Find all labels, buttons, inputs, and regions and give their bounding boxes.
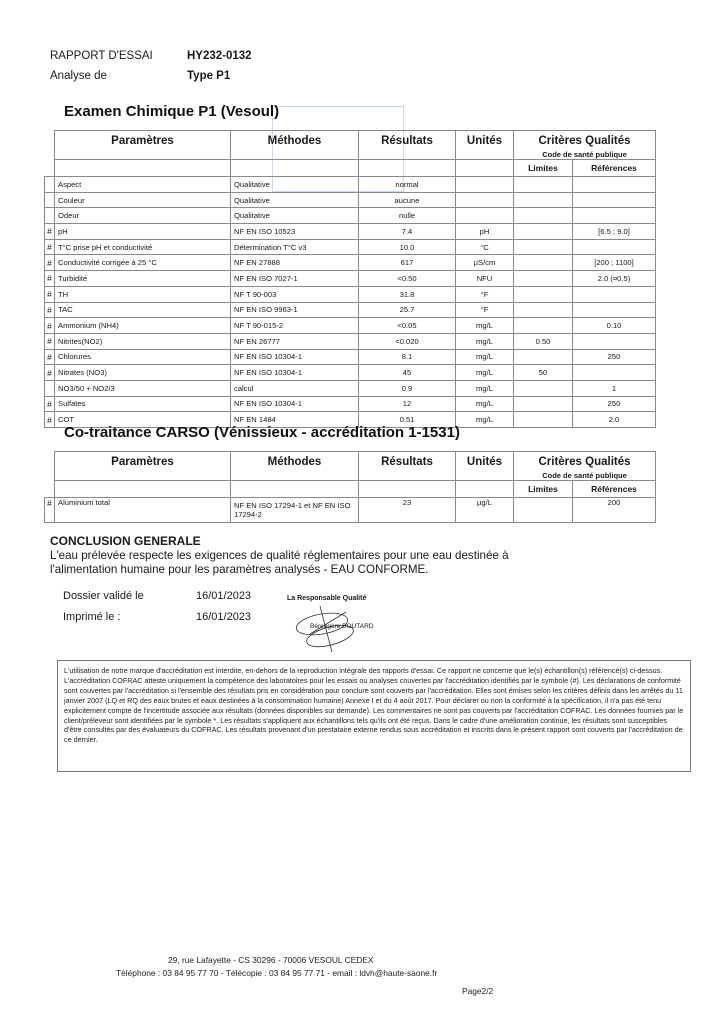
table-cell: 25.7 xyxy=(359,302,456,318)
table-cell: nulle xyxy=(359,208,456,224)
report-number: HY232-0132 xyxy=(187,50,252,62)
table-cell: NO3/50 + NO2/3 xyxy=(55,380,231,396)
validated-date: 16/01/2023 xyxy=(196,590,252,602)
table-row xyxy=(45,271,656,287)
conclusion-line1: L'eau prélevée respecte les exigences de qualité réglementaires pour une eau destinée à xyxy=(50,549,509,562)
table-cell xyxy=(514,271,573,287)
table-cell: [6.5 ; 9.0] xyxy=(573,224,656,240)
col-parametres: Paramètres xyxy=(55,131,231,160)
table-cell xyxy=(456,160,514,177)
table-cell: 31.8 xyxy=(359,286,456,302)
table-cell: Couleur xyxy=(55,192,231,208)
table-cell xyxy=(514,177,573,193)
table-cell xyxy=(45,208,55,224)
table-cell: mg/L xyxy=(456,412,514,428)
table-cell: # xyxy=(45,239,55,255)
col-unites: Unités xyxy=(456,131,514,160)
table-cell: Qualitative xyxy=(231,192,359,208)
table-cell xyxy=(231,498,359,523)
table-cell: Turbidité xyxy=(55,271,231,287)
chemical-results-table xyxy=(44,130,656,428)
col-references: Références xyxy=(573,160,656,177)
col-parametres: Paramètres xyxy=(55,452,231,481)
table-cell xyxy=(456,208,514,224)
table-cell: 12 xyxy=(359,396,456,412)
table-row xyxy=(45,208,656,224)
table-row xyxy=(45,349,656,365)
table-cell xyxy=(573,333,656,349)
table-cell: °F xyxy=(456,286,514,302)
table-cell: Ammonium (NH4) xyxy=(55,318,231,334)
table-cell: COT xyxy=(55,412,231,428)
table-cell xyxy=(45,177,55,193)
table-cell: NF T 90-015-2 xyxy=(231,318,359,334)
table-cell: Détermination T°C v3 xyxy=(231,239,359,255)
criteres-label: Critères Qualités xyxy=(538,456,631,468)
table-cell: Qualitative xyxy=(231,208,359,224)
table-cell xyxy=(514,380,573,396)
table-cell: µS/cm xyxy=(456,255,514,271)
table-cell: 0.51 xyxy=(359,412,456,428)
table-cell xyxy=(573,302,656,318)
table-row xyxy=(45,177,656,193)
table-cell: NF EN ISO 10304-1 xyxy=(231,396,359,412)
table-cell: TAC xyxy=(55,302,231,318)
table-cell xyxy=(573,177,656,193)
table-cell: Aspect xyxy=(55,177,231,193)
table-cell: Nitrates (NO3) xyxy=(55,365,231,381)
table-cell: µg/L xyxy=(456,498,514,523)
table-cell: # xyxy=(45,271,55,287)
table-cell: NF T 90-003 xyxy=(231,286,359,302)
analysis-label: Analyse de xyxy=(50,70,107,82)
col-criteres xyxy=(514,131,656,160)
table-row xyxy=(45,239,656,255)
table-cell xyxy=(514,349,573,365)
table-row xyxy=(45,318,656,334)
table-cell: mg/L xyxy=(456,365,514,381)
table-cell: TH xyxy=(55,286,231,302)
table-cell: # xyxy=(45,349,55,365)
table-cell xyxy=(55,160,231,177)
table-cell: 200 xyxy=(573,498,656,523)
table-cell: NF EN ISO 10523 xyxy=(231,224,359,240)
table-cell xyxy=(514,224,573,240)
table-cell xyxy=(573,239,656,255)
table-cell xyxy=(514,498,573,523)
table-cell: # xyxy=(45,224,55,240)
table-cell xyxy=(231,481,359,498)
table-cell xyxy=(514,318,573,334)
table-row xyxy=(45,286,656,302)
table-cell xyxy=(514,412,573,428)
table-cell: # xyxy=(45,255,55,271)
table-cell xyxy=(514,239,573,255)
col-methodes: Méthodes xyxy=(231,452,359,481)
table-cell xyxy=(45,452,55,481)
table-cell: 0.10 xyxy=(573,318,656,334)
table-cell xyxy=(514,396,573,412)
table-cell: 1 xyxy=(573,380,656,396)
table-cell: Aluminium total xyxy=(55,498,231,523)
table-cell: 0.50 xyxy=(514,333,573,349)
table-cell: NF EN ISO 10304-1 xyxy=(231,365,359,381)
table-cell: 7.4 xyxy=(359,224,456,240)
table-cell: Chlorures xyxy=(55,349,231,365)
table-row xyxy=(45,333,656,349)
table-cell: # xyxy=(45,318,55,334)
table-cell: # xyxy=(45,396,55,412)
table-cell: °F xyxy=(456,302,514,318)
table-cell: T°C prise pH et conductivité xyxy=(55,239,231,255)
table-cell xyxy=(573,208,656,224)
table-cell: # xyxy=(45,412,55,428)
col-resultats: Résultats xyxy=(359,131,456,160)
table-cell xyxy=(359,481,456,498)
table-cell: 2.0 xyxy=(573,412,656,428)
col-limites: Limites xyxy=(514,481,573,498)
cotraitance-results-table xyxy=(44,451,656,523)
table-cell xyxy=(514,255,573,271)
table-cell: mg/L xyxy=(456,380,514,396)
table-cell: NF EN 26777 xyxy=(231,333,359,349)
method-line1: NF EN ISO 17294-1 et NF EN ISO xyxy=(234,500,351,510)
section1-title: Examen Chimique P1 (Vesoul) xyxy=(64,103,280,120)
table-cell: # xyxy=(45,498,55,523)
table-cell: # xyxy=(45,365,55,381)
section2-title: Co-traitance CARSO (Vénissieux - accréditation 1-1531) xyxy=(64,424,460,441)
table-cell: # xyxy=(45,333,55,349)
table-cell: mg/L xyxy=(456,349,514,365)
table-cell: 45 xyxy=(359,365,456,381)
table-cell xyxy=(514,286,573,302)
table-cell: °C xyxy=(456,239,514,255)
table-cell: 617 xyxy=(359,255,456,271)
printed-date: 16/01/2023 xyxy=(196,611,252,623)
table-row xyxy=(45,380,656,396)
table-cell: pH xyxy=(55,224,231,240)
table-cell xyxy=(514,192,573,208)
page-number: Page2/2 xyxy=(462,986,494,996)
validated-label: Dossier validé le xyxy=(63,590,144,602)
conclusion-title: CONCLUSION GENERALE xyxy=(50,534,201,548)
table-row xyxy=(45,302,656,318)
table-cell: Conductivité corrigée à 25 °C xyxy=(55,255,231,271)
criteres-sub: Code de santé publique xyxy=(542,150,627,159)
analysis-type: Type P1 xyxy=(187,70,231,82)
table-cell: # xyxy=(45,286,55,302)
table-cell: mg/L xyxy=(456,333,514,349)
table-row xyxy=(45,365,656,381)
table-row xyxy=(45,192,656,208)
table-cell xyxy=(573,192,656,208)
report-label: RAPPORT D'ESSAI xyxy=(50,50,153,62)
col-references: Références xyxy=(573,481,656,498)
table-cell: 50 xyxy=(514,365,573,381)
footer-address: 29, rue Lafayette - CS 30296 - 70006 VESOUL CEDEX xyxy=(168,955,374,965)
table-cell xyxy=(45,192,55,208)
table-cell: <0.50 xyxy=(359,271,456,287)
signature-title: La Responsable Qualité xyxy=(287,595,367,602)
table-cell: normal xyxy=(359,177,456,193)
table-cell: Qualitative xyxy=(231,177,359,193)
table-cell xyxy=(456,177,514,193)
table-cell xyxy=(573,286,656,302)
table-cell: calcul xyxy=(231,380,359,396)
table-row xyxy=(45,224,656,240)
table-cell: 250 xyxy=(573,396,656,412)
table-cell: Odeur xyxy=(55,208,231,224)
table-cell: # xyxy=(45,302,55,318)
table-cell: 8.1 xyxy=(359,349,456,365)
table-cell: NF EN 1484 xyxy=(231,412,359,428)
table-cell: Sulfates xyxy=(55,396,231,412)
table-cell: Nitrites(NO2) xyxy=(55,333,231,349)
table-cell: [200 ; 1100] xyxy=(573,255,656,271)
table-cell xyxy=(45,160,55,177)
table-cell: 2.0 (¤0.5) xyxy=(573,271,656,287)
table-cell xyxy=(573,365,656,381)
table-cell xyxy=(514,208,573,224)
criteres-label: Critères Qualités xyxy=(538,135,631,147)
table-cell: 10.0 xyxy=(359,239,456,255)
table-cell: NF EN ISO 10304-1 xyxy=(231,349,359,365)
table-cell xyxy=(45,481,55,498)
table-row xyxy=(45,396,656,412)
table-cell: 0.9 xyxy=(359,380,456,396)
col-unites: Unités xyxy=(456,452,514,481)
table-cell: pH xyxy=(456,224,514,240)
accreditation-disclaimer: L'utilisation de notre marque d'accréditation est interdite, en-dehors de la reproduction intégrale des rapports d'essai. Ce rapport ne concerne que le(s) échantillon(s) référencé(s) ci-dessus. L'accréditation COFRAC atteste uniquement la compétence des laboratoires pour les essais ou analyses couvertes par l'accréditation identifiés par le symbole (#). Les déclarations de conformité sont couvertes par l'accréditation si l'ensemble des résultats pris en considération pour conclure sont couverts par l'accréditation. Elles sont émises selon les critères définis dans les arrêtés du 11 janvier 2007 (LQ et RQ des eaux brutes et eaux destinées à la consommation humaine) Annexe I et du 4 août 2017. Pour déclarer ou non la conformité à la spécification, il n'a pas été tenu explicitement compte de l'incertitude associée aux résultats (données disponibles sur demande). Les commentaires ne sont pas couverts par l'accréditation COFRAC. Les données fournies par le client/préleveur sont identifiées par le symbole *. Les résultats s'appliquent aux échantillons tels qu'ils ont été reçus. Dans le cadre d'une amélioration continue, les résultats sont susceptibles d'être consultés par des évaluateurs du COFRAC. Les résultats provenant d'un prestataire externe rendus sous accréditation et inscrits dans le présent rapport sont couverts par l'accréditation de ce dernier. xyxy=(57,660,691,772)
table-cell xyxy=(55,481,231,498)
table-cell: NF EN ISO 9963-1 xyxy=(231,302,359,318)
printed-label: Imprimé le : xyxy=(63,611,121,623)
signature-name: Bérengère BOUTARD xyxy=(310,623,374,630)
table-row xyxy=(45,498,656,523)
table-cell: NF EN ISO 7027-1 xyxy=(231,271,359,287)
table-cell xyxy=(231,160,359,177)
table-cell: NFU xyxy=(456,271,514,287)
col-limites: Limites xyxy=(514,160,573,177)
table-cell: aucune xyxy=(359,192,456,208)
table-cell xyxy=(514,302,573,318)
table-cell: mg/L xyxy=(456,318,514,334)
conclusion-line2: l'alimentation humaine pour les paramètres analysés - EAU CONFORME. xyxy=(50,563,429,576)
table-cell: <0.020 xyxy=(359,333,456,349)
table-cell xyxy=(456,481,514,498)
table-cell xyxy=(45,131,55,160)
table-cell: NF EN 27888 xyxy=(231,255,359,271)
table-cell: mg/L xyxy=(456,396,514,412)
table-cell xyxy=(456,192,514,208)
table-cell xyxy=(359,160,456,177)
col-resultats: Résultats xyxy=(359,452,456,481)
col-methodes: Méthodes xyxy=(231,131,359,160)
method-line2: 17294-2 xyxy=(234,510,262,519)
table-cell: 23 xyxy=(359,498,456,523)
table-cell: 250 xyxy=(573,349,656,365)
table-row xyxy=(45,255,656,271)
table-cell: <0.05 xyxy=(359,318,456,334)
table-cell xyxy=(45,380,55,396)
footer-contact: Téléphone : 03 84 95 77 70 - Télécopie : 03 84 95 77 71 - email : ldvh@haute-saone.fr xyxy=(116,968,438,978)
col-criteres xyxy=(514,452,656,481)
criteres-sub: Code de santé publique xyxy=(542,471,627,480)
